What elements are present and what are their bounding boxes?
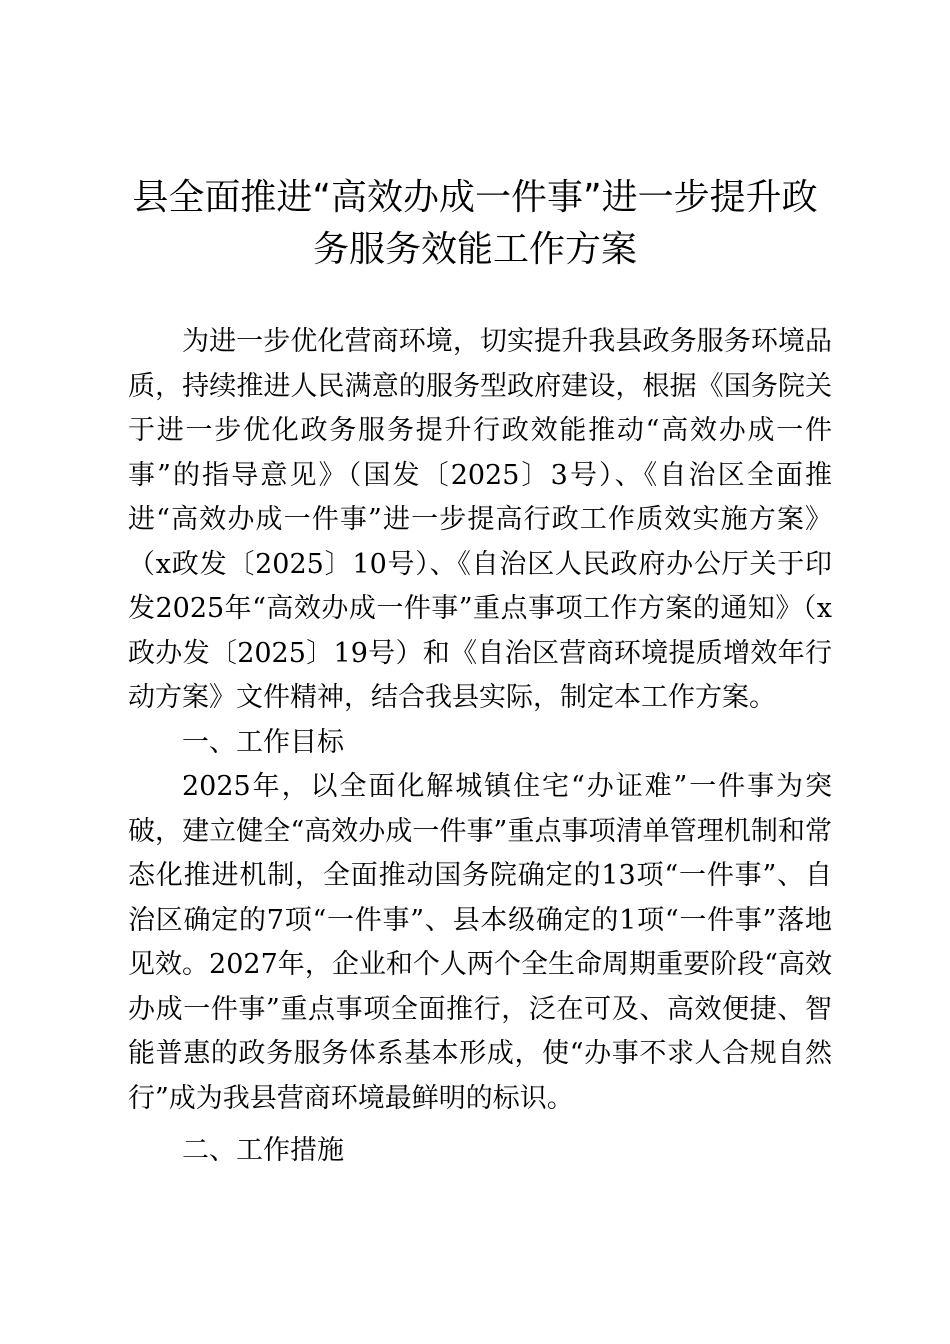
section-1-paragraph: 2025年，以全面化解城镇住宅“办证难”一件事为突破，建立健全“高效办成一件事”重点事项清单管理机制和常态化推进机制，全面推动国务院确定的13项“一件事”、自治区确定的7项“一件事”、县本级确定的1项“一件事”落地见效。2027年，企业和个人两个全生命周期重要阶段“高效办成一件事”重点事项全面推行，泛在可及、高效便捷、智能普惠的政务服务体系基本形成，使“办事不求人合规自然行”成为我县营商环境最鲜明的标识。 [128,771,832,1114]
section-2-heading: 二、工作措施 [182,1135,344,1166]
section-1-heading: 一、工作目标 [182,726,344,758]
document-title [100,172,850,276]
title-line-2: 务服务效能工作方案 [312,229,637,270]
intro-paragraph: 为进一步优化营商环境，切实提升我县政务服务环境品质，持续推进人民满意的服务型政府建设，根据《国务院关于进一步优化政务服务提升行政效能推动“高效办成一件事”的指导意见》（国发〔2025〕3号）、《自治区全面推进“高效办成一件事”进一步提高行政工作质效实施方案》（x政发〔2025〕10号）、《自治区人民政府办公厅关于印发2025年“高效办成一件事”重点事项工作方案的通知》（x政办发〔2025〕19号）和《自治区营商环境提质增效年行动方案》文件精神，结合我县实际，制定本工作方案。 [128,326,832,713]
title-line-1: 县全面推进“高效办成一件事”进一步提升政 [132,177,818,218]
document-body [128,320,832,1174]
